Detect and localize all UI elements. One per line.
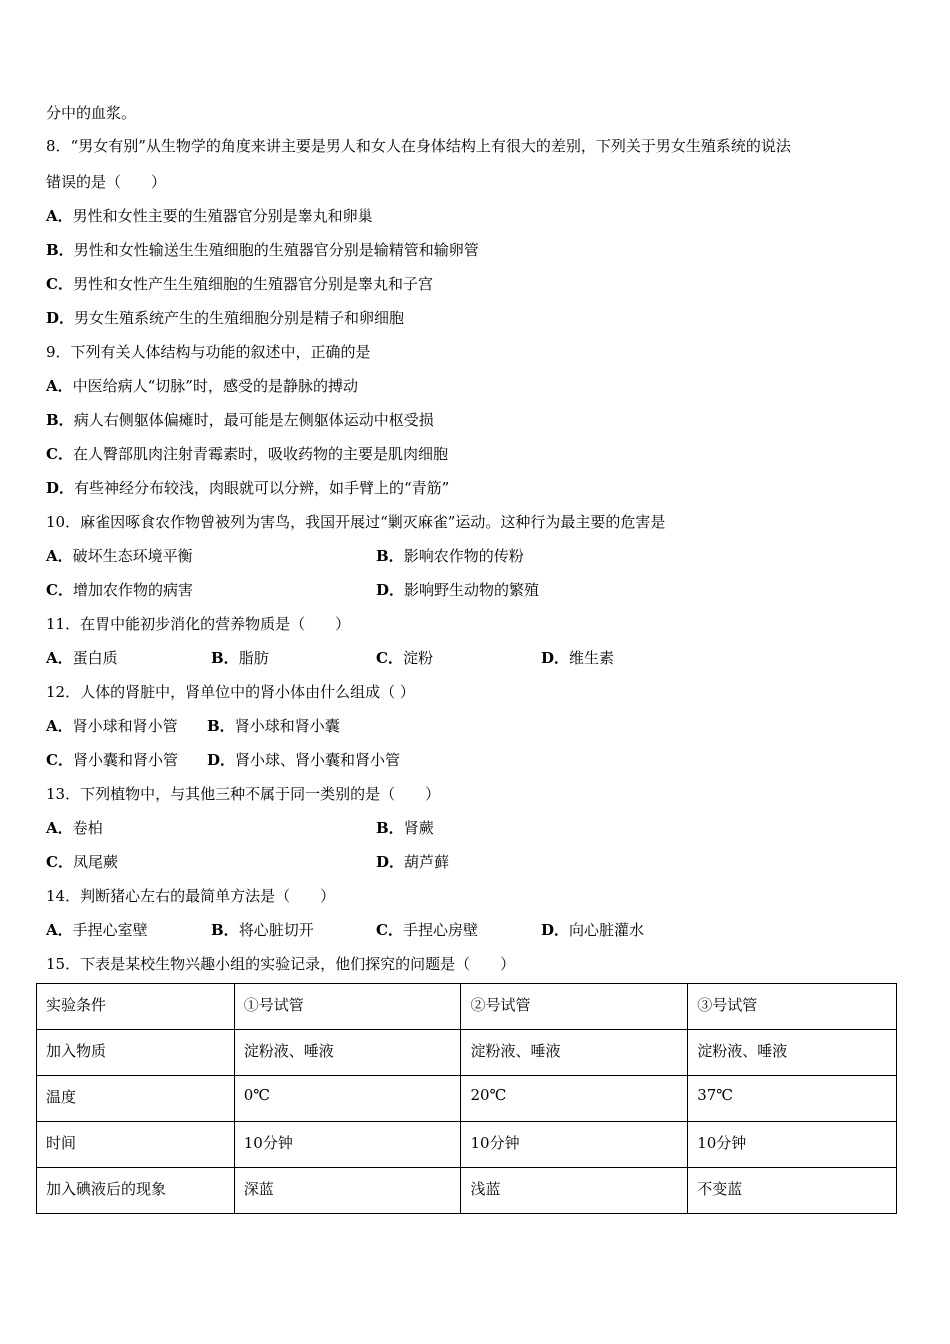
table-cell: 10分钟: [461, 1122, 688, 1168]
option-label: B．: [376, 547, 404, 565]
option-label: D．: [46, 309, 75, 327]
option-label: C．: [46, 581, 73, 599]
q9-option-a: [46, 376, 358, 396]
q10-option-c: [46, 580, 193, 600]
q13-option-d: [376, 852, 449, 872]
table-cell: ①号试管: [234, 984, 461, 1030]
q10-option-a: [46, 546, 193, 566]
q12-option-a: [46, 716, 178, 736]
option-text: 在人臀部肌肉注射青霉素时，吸收药物的主要是肌肉细胞: [72, 445, 448, 463]
option-label: B．: [211, 649, 239, 667]
q12-option-d: [207, 750, 400, 770]
option-text: 凤尾蕨: [72, 853, 118, 871]
option-label: D．: [376, 581, 405, 599]
option-text: 病人右侧躯体偏瘫时，最可能是左侧躯体运动中枢受损: [73, 411, 434, 429]
q11-option-a: [46, 648, 118, 668]
table-cell: 深蓝: [234, 1168, 461, 1214]
option-text: 蛋白质: [72, 649, 118, 667]
option-label: C．: [46, 751, 73, 769]
option-label: A．: [46, 547, 73, 565]
q13-option-c: [46, 852, 118, 872]
option-label: B．: [376, 819, 404, 837]
q10-option-b: [376, 546, 524, 566]
option-label: A．: [46, 377, 73, 395]
q13-option-b: [376, 818, 434, 838]
q11-option-c: [376, 648, 433, 668]
option-label: A．: [46, 717, 73, 735]
q12-option-c: [46, 750, 178, 770]
option-label: C．: [376, 921, 403, 939]
table-row: [37, 1122, 897, 1168]
option-text: 将心脏切开: [238, 921, 314, 939]
q10-stem: 10．麻雀因啄食农作物曾被列为害鸟，我国开展过“剿灭麻雀”运动。这种行为最主要的危害是: [46, 513, 666, 531]
option-label: D．: [207, 751, 236, 769]
option-label: A．: [46, 207, 73, 225]
option-label: C．: [46, 853, 73, 871]
table-cell: 实验条件: [37, 984, 235, 1030]
table-cell: 浅蓝: [461, 1168, 688, 1214]
q8-stem-line2: 错误的是（ ）: [46, 173, 167, 191]
table-cell: 时间: [37, 1122, 235, 1168]
option-text: 向心脏灌水: [569, 921, 645, 939]
option-label: D．: [46, 479, 75, 497]
q13-stem: 13．下列植物中，与其他三种不属于同一类别的是（ ）: [46, 785, 441, 803]
option-text: 增加农作物的病害: [72, 581, 193, 599]
table-cell: 不变蓝: [688, 1168, 897, 1214]
option-text: 肾小囊和肾小管: [72, 751, 178, 769]
q11-option-d: [541, 648, 614, 668]
experiment-table: [36, 983, 897, 1214]
table-cell: ②号试管: [461, 984, 688, 1030]
option-text: 淀粉: [402, 649, 433, 667]
q9-stem: 9．下列有关人体结构与功能的叙述中，正确的是: [46, 343, 371, 361]
q15-stem: 15．下表是某校生物兴趣小组的实验记录，他们探究的问题是（ ）: [46, 955, 516, 973]
table-cell: 加入物质: [37, 1030, 235, 1076]
option-label: A．: [46, 819, 73, 837]
option-text: 影响农作物的传粉: [403, 547, 524, 565]
q14-stem: 14．判断猪心左右的最简单方法是（ ）: [46, 887, 336, 905]
table-cell: 20℃: [461, 1076, 688, 1122]
option-text: 破坏生态环境平衡: [72, 547, 193, 565]
option-text: 脂肪: [238, 649, 269, 667]
option-label: C．: [376, 649, 403, 667]
q8-stem-line1: 8．“男女有别”从生物学的角度来讲主要是男人和女人在身体结构上有很大的差别，下列关于男女生殖系统的说法: [46, 137, 791, 155]
q14-option-a: [46, 920, 148, 940]
table-cell: 0℃: [234, 1076, 461, 1122]
q14-option-d: [541, 920, 644, 940]
option-label: A．: [46, 649, 73, 667]
q9-option-b: [46, 410, 434, 430]
option-label: C．: [46, 445, 73, 463]
option-text: 卷柏: [72, 819, 103, 837]
option-text: 葫芦藓: [404, 853, 450, 871]
option-text: 有些神经分布较浅，肉眼就可以分辨，如手臂上的“青筋”: [74, 479, 450, 497]
option-text: 肾蕨: [403, 819, 434, 837]
table-row: [37, 1076, 897, 1122]
option-text: 手捏心房壁: [402, 921, 478, 939]
option-label: D．: [541, 649, 570, 667]
option-text: 维生素: [569, 649, 615, 667]
table-cell: 10分钟: [234, 1122, 461, 1168]
q11-stem: 11．在胃中能初步消化的营养物质是（ ）: [46, 615, 351, 633]
table-cell: 淀粉液、唾液: [461, 1030, 688, 1076]
table-cell: 10分钟: [688, 1122, 897, 1168]
option-label: B．: [46, 241, 74, 259]
q8-option-d: [46, 308, 404, 328]
option-label: B．: [207, 717, 235, 735]
q9-option-d: [46, 478, 449, 498]
option-label: D．: [376, 853, 405, 871]
q10-option-d: [376, 580, 539, 600]
option-text: 男性和女性主要的生殖器官分别是睾丸和卵巢: [72, 207, 373, 225]
option-label: A．: [46, 921, 73, 939]
table-row: [37, 1030, 897, 1076]
option-label: B．: [46, 411, 74, 429]
q12-stem: 12．人体的肾脏中，肾单位中的肾小体由什么组成（ ）: [46, 683, 415, 701]
q14-option-b: [211, 920, 314, 940]
q8-option-c: [46, 274, 433, 294]
option-label: C．: [46, 275, 73, 293]
q8-option-b: [46, 240, 479, 260]
option-label: B．: [211, 921, 239, 939]
intro-tail: 分中的血浆。: [46, 104, 137, 122]
table-cell: 温度: [37, 1076, 235, 1122]
table-cell: 加入碘液后的现象: [37, 1168, 235, 1214]
table-cell: ③号试管: [688, 984, 897, 1030]
table-cell: 淀粉液、唾液: [234, 1030, 461, 1076]
option-text: 男女生殖系统产生的生殖细胞分别是精子和卵细胞: [74, 309, 405, 327]
option-text: 肾小球、肾小囊和肾小管: [235, 751, 401, 769]
option-text: 影响野生动物的繁殖: [404, 581, 540, 599]
q9-option-c: [46, 444, 448, 464]
table-cell: 37℃: [688, 1076, 897, 1122]
option-text: 男性和女性输送生生殖细胞的生殖器官分别是输精管和输卵管: [73, 241, 479, 259]
option-text: 中医给病人“切脉”时，感受的是静脉的搏动: [72, 377, 358, 395]
option-text: 手捏心室壁: [72, 921, 148, 939]
option-text: 男性和女性产生生殖细胞的生殖器官分别是睾丸和子宫: [72, 275, 433, 293]
table-row: [37, 984, 897, 1030]
q8-option-a: [46, 206, 373, 226]
option-label: D．: [541, 921, 570, 939]
table-cell: 淀粉液、唾液: [688, 1030, 897, 1076]
option-text: 肾小球和肾小管: [72, 717, 178, 735]
q11-option-b: [211, 648, 269, 668]
table-row: [37, 1168, 897, 1214]
q13-option-a: [46, 818, 103, 838]
q14-option-c: [376, 920, 478, 940]
q12-option-b: [207, 716, 340, 736]
option-text: 肾小球和肾小囊: [234, 717, 340, 735]
